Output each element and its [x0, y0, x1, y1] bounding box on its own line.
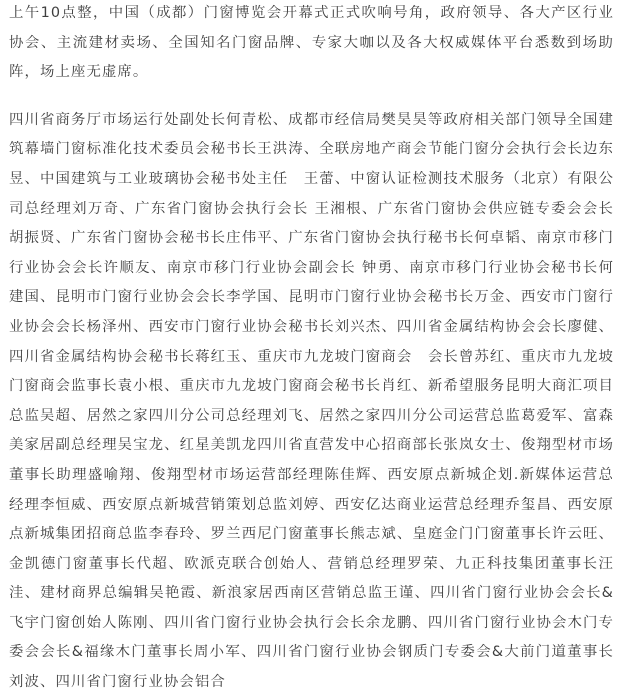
opening-paragraph: 上午10点整，中国（成都）门窗博览会开幕式正式吹响号角，政府领导、各大产区行业协会、主流建材卖场、全国知名门窗品牌、专家大咖以及各大权威媒体平台悉数到场助阵，场上座无虚席。: [9, 5, 614, 81]
attendees-paragraph: 四川省商务厅市场运行处副处长何青松、成都市经信局樊昊昊等政府相关部门领导全国建筑幕墙门窗标准化技术委员会秘书长王洪涛、全联房地产商会节能门窗分会执行会长边东昱、中国建筑与工业玻璃协会秘书处主任 王蕾、中窗认证检测技术服务（北京）有限公司总经理刘万奇、广东省门窗协会执行会长 王湘根、广东省门窗协会供应链专委会会长胡振贤、广东省门窗协会秘书长庄伟平、广东省门窗协会执行秘书长何卓韬、南京市移门行业协会会长许顺友、南京市移门行业协会副会长 钟勇、南京市移门行业协会秘书长何建国、昆明市门窗行业协会会长李学国、昆明市门窗行业协会秘书长万金、西安市门窗行业协会会长杨泽州、西安市门窗行业协会秘书长刘兴杰、四川省金属结构协会会长廖健、四川省金属结构协会秘书长蒋红玉、重庆市九龙坡门窗商会 会长曾苏红、重庆市九龙坡门窗商会监事长袁小根、重庆市九龙坡门窗商会秘书长肖红、新希望服务昆明大商汇项目总监吴超、居然之家四川分公司总经理刘飞、居然之家四川分公司运营总监葛爱军、富森美家居副总经理吴宝龙、红星美凯龙四川省直营发中心招商部长张岚女士、俊翔型材市场董事长助理盛喻翔、俊翔型材市场运营部经理陈佳辉、西安原点新城企划.新媒体运营总经理李恒威、西安原点新城营销策划总监刘婷、西安亿达商业运营总经理乔玺昌、西安原点新城集团招商总监李春玲、罗兰西尼门窗董事长熊志斌、皇庭金门门窗董事长许云旺、金凯德门窗董事长代超、欧派克联合创始人、营销总经理罗荣、九正科技集团董事长汪洼、建材商界总编辑吴艳霞、新浪家居西南区营销总监王谨、四川省门窗行业协会会长&飞宇门窗创始人陈刚、四川省门窗行业协会执行会长余龙鹏、四川省门窗行业协会木门专委会会长&福缘木门董事长周小军、四川省门窗行业协会钢质门专委会&大前门道董事长 刘波、四川省门窗行业协会铝合: [9, 111, 614, 691]
